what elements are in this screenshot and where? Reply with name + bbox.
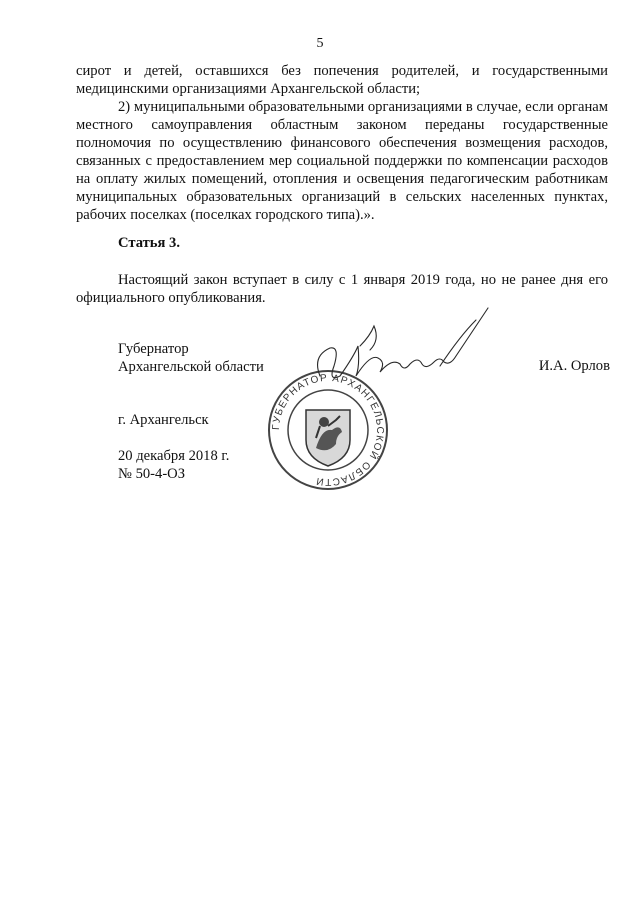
seal-text: ГУБЕРНАТОР АРХАНГЕЛЬСКОЙ ОБЛАСТИ bbox=[270, 372, 386, 488]
handwritten-signature bbox=[300, 306, 500, 396]
signatory-title-line2: Архангельской области bbox=[118, 359, 264, 375]
paragraph-effective-date: Настоящий закон вступает в силу с 1 января 2019 года, но не ранее дня его официального опубликования. bbox=[76, 272, 608, 306]
signatory-name: И.А. Орлов bbox=[538, 358, 610, 374]
signing-date: 20 декабря 2018 г. bbox=[118, 448, 230, 464]
article-title: Статья 3. bbox=[118, 235, 180, 251]
signatory-title bbox=[118, 340, 264, 376]
page-number: 5 bbox=[316, 36, 324, 51]
paragraph-item-2: 2) муниципальными образовательными организациями в случае, если органам местного самоуправления областным законом переданы государственные полномочия по осуществлению финансового обеспечения возмещения расходов, связанных с предоставлением мер социальной поддержки по компенсации расходов на оплату жилых помещений, отопления и освещения педагогическим работникам муниципальных образовательных организаций в сельских населенных пунктах, рабочих поселках (поселках городского типа).». bbox=[76, 99, 608, 223]
document-number: № 50-4-ОЗ bbox=[118, 466, 186, 482]
paragraph-continuation: сирот и детей, оставшихся без попечения родителей, и государственными медицинскими организациями Архангельской области; bbox=[76, 63, 608, 97]
place-of-signing: г. Архангельск bbox=[118, 412, 209, 428]
signatory-title-line1: Губернатор bbox=[118, 341, 189, 357]
